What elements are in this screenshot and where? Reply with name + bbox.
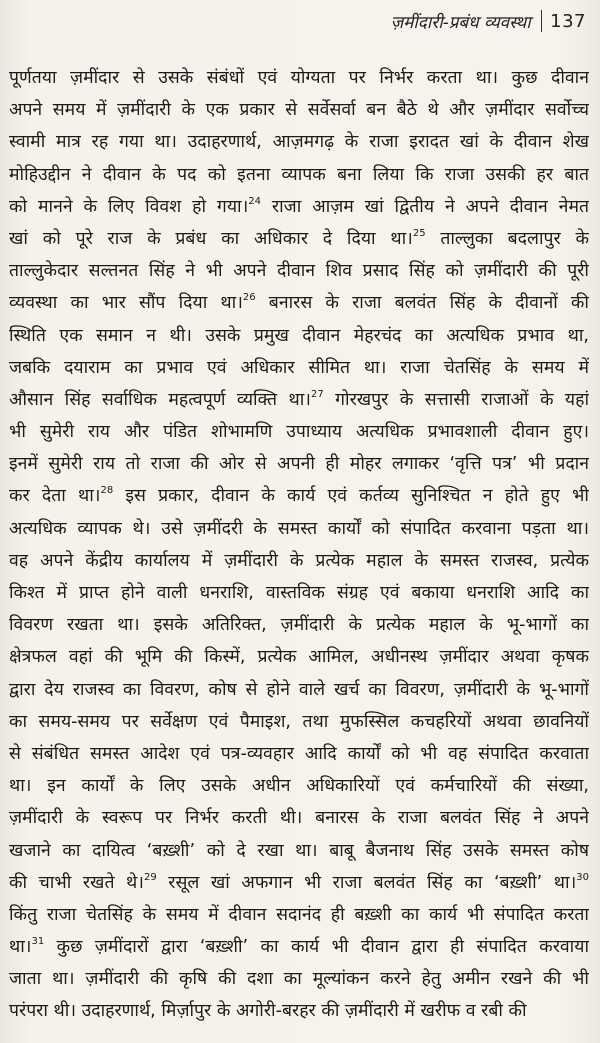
line-text: इनमें सुमेरी राय तो राजा की ओर से अपनी ही मोहर लगाकर ‘वृत्ति पत्र’ भी प्रदान xyxy=(9,454,589,475)
footnote-marker: 27 xyxy=(310,388,324,400)
line-text: खां को पूरे राज के प्रबंध का अधिकार दे दिया था। xyxy=(9,228,413,249)
line-text: परंपरा थी। उदाहरणार्थ, मिर्ज़ापुर के अगोरी-बरहर की ज़मींदारी में खरीफ व रबी की xyxy=(9,1001,527,1022)
text-line xyxy=(9,963,589,995)
text-line xyxy=(9,384,589,416)
line-text-continued: राजा आज़म खां द्वितीय ने अपने दीवान नेमत xyxy=(261,196,589,217)
text-line xyxy=(9,94,589,126)
text-line xyxy=(9,577,589,609)
line-text: पूर्णतया ज़मींदार से उसके संबंधों एवं योग्यता पर निर्भर करता था। कुछ दीवान xyxy=(9,68,589,88)
text-line xyxy=(9,480,589,512)
text-line xyxy=(9,641,589,673)
text-line xyxy=(9,899,589,931)
text-line xyxy=(9,513,589,545)
text-line xyxy=(9,770,589,802)
line-text-continued: बनारस के राजा बलवंत सिंह के दीवानों की xyxy=(255,293,589,314)
footnote-marker: 29 xyxy=(143,871,157,883)
text-line xyxy=(9,867,589,899)
line-text: किंतु राजा चेतसिंह के समय में दीवान सदानंद ही बख़्शी का कार्य भी संपादित करता xyxy=(9,904,589,925)
line-text: स्वामी मात्र रह गया था। उदाहरणार्थ, आज़मगढ़ के राजा इरादत खां के दीवान शेख xyxy=(9,132,589,153)
page-number: 137 xyxy=(550,10,586,32)
text-line xyxy=(9,802,589,834)
text-line xyxy=(9,223,589,255)
line-text: को मानने के लिए विवश हो गया। xyxy=(9,196,249,217)
footnote-marker: 26 xyxy=(242,292,256,304)
footnote-marker: 25 xyxy=(412,227,426,239)
text-line xyxy=(9,931,589,963)
line-text-continued: रसूल खां अफगान भी राजा बलवंत सिंह का ‘बख़्शी’ था। xyxy=(156,872,577,893)
line-text: ताल्लुकेदार सल्तनत सिंह ने भी अपने दीवान शिव प्रसाद सिंह को ज़मींदारी की पूरी xyxy=(9,261,589,282)
running-header xyxy=(391,6,586,36)
text-line xyxy=(9,448,589,480)
text-line xyxy=(9,738,589,770)
line-text: जाता था। ज़मींदारी की कृषि की दशा का मूल्यांकन करने हेतु अमीन रखने की भी xyxy=(9,969,589,990)
text-line xyxy=(9,126,589,158)
line-text: की चाभी रखते थे। xyxy=(9,872,144,893)
line-text: अपने समय में ज़मींदारी के एक प्रकार से सर्वेसर्वा बन बैठे थे और ज़मींदार सर्वोच्च xyxy=(9,100,589,121)
line-text: था। xyxy=(9,937,32,958)
footnote-marker: 28 xyxy=(100,485,114,497)
line-text: स्थिति एक समान न थी। उसके प्रमुख दीवान मेहरचंद का अत्यधिक प्रभाव था, xyxy=(9,325,589,346)
line-text: भी सुमेरी राय और पंडित शोभामणि उपाध्याय अत्यधिक प्रभावशाली दीवान हुए। xyxy=(9,422,589,443)
line-text: क्षेत्रफल वहां की भूमि की किस्में, प्रत्येक आमिल, अधीनस्थ ज़मींदार अथवा कृषक xyxy=(9,647,589,668)
line-text: विवरण रखता था। इसके अतिरिक्त, ज़मींदारी के प्रत्येक महाल के भू-भागों का xyxy=(9,615,589,636)
text-line xyxy=(9,545,589,577)
text-line xyxy=(9,674,589,706)
text-line xyxy=(9,320,589,352)
text-line xyxy=(9,706,589,738)
text-line xyxy=(9,609,589,641)
line-text: मोहिउद्दीन ने दीवान के पद को इतना व्यापक बना लिया कि राजा उसकी हर बात xyxy=(9,164,589,185)
line-text-continued: गोरखपुर के सत्तासी राजाओं के यहां xyxy=(323,389,589,410)
body-paragraph xyxy=(9,62,589,1028)
line-text-continued: कुछ ज़मींदारों द्वारा ‘बख़्शी’ का कार्य भी दीवान द्वारा ही संपादित करवाया xyxy=(44,937,589,958)
text-line xyxy=(9,159,589,191)
line-text: वह अपने केंद्रीय कार्यालय में ज़मींदारी के प्रत्येक महाल के समस्त राजस्व, प्रत्येक xyxy=(9,550,589,571)
text-line xyxy=(9,62,589,94)
line-text: द्वारा देय राजस्व का विवरण, कोष से होने वाले खर्च का विवरण, ज़मींदारी के भू-भागों xyxy=(9,679,589,700)
line-text: था। इन कार्यों के लिए उसके अधीन अधिकारियों एवं कर्मचारियों की संख्या, xyxy=(9,776,589,797)
footnote-marker: 24 xyxy=(248,195,261,207)
header-divider xyxy=(541,10,543,32)
line-text: किश्त में प्राप्त होने वाली धनराशि, वास्तविक संग्रह एवं बकाया धनराशि आदि का xyxy=(9,583,589,603)
chapter-title: ज़मींदारी-प्रबंध व्यवस्था xyxy=(390,12,531,33)
line-text-continued: ताल्लुका बदलापुर के xyxy=(425,228,589,249)
line-text: खजाने का दायित्व ‘बख़्शी’ को दे रखा था। बाबू बैजनाथ सिंह उसके समस्त कोष xyxy=(9,840,589,861)
text-line xyxy=(9,255,589,287)
line-text: से संबंधित समस्त आदेश एवं पत्र-व्यवहार आदि कार्यों को भी वह संपादित करवाता xyxy=(9,743,589,764)
text-line xyxy=(9,995,589,1027)
text-line xyxy=(9,835,589,867)
text-line xyxy=(9,352,589,384)
text-line xyxy=(9,416,589,448)
line-text: का समय-समय पर सर्वेक्षण एवं पैमाइश, तथा मुफस्सिल कचहरियों अथवा छावनियों xyxy=(9,711,589,732)
text-line xyxy=(9,287,589,319)
line-text: व्यवस्था का भार सौंप दिया था। xyxy=(9,293,243,314)
text-line xyxy=(9,191,589,223)
line-text: औसान सिंह सर्वाधिक महत्वपूर्ण व्यक्ति था। xyxy=(9,389,311,410)
line-text-continued: इस प्रकार, दीवान के कार्य एवं कर्तव्य सुनिश्चित न होते हुए भी xyxy=(113,486,589,507)
line-text: ज़मींदारी के स्वरूप पर निर्भर करती थी। बनारस के राजा बलवंत सिंह ने अपने xyxy=(9,808,589,829)
footnote-marker: 30 xyxy=(576,871,589,883)
line-text: अत्यधिक व्यापक थे। उसे ज़मींदरी के समस्त कार्यों को संपादित करवाना पड़ता था। xyxy=(9,518,589,539)
footnote-marker: 31 xyxy=(31,936,45,948)
line-text: जबकि दयाराम का प्रभाव एवं अधिकार सीमित था। राजा चेतसिंह के समय में xyxy=(9,357,589,378)
line-text: कर देता था। xyxy=(9,486,101,507)
